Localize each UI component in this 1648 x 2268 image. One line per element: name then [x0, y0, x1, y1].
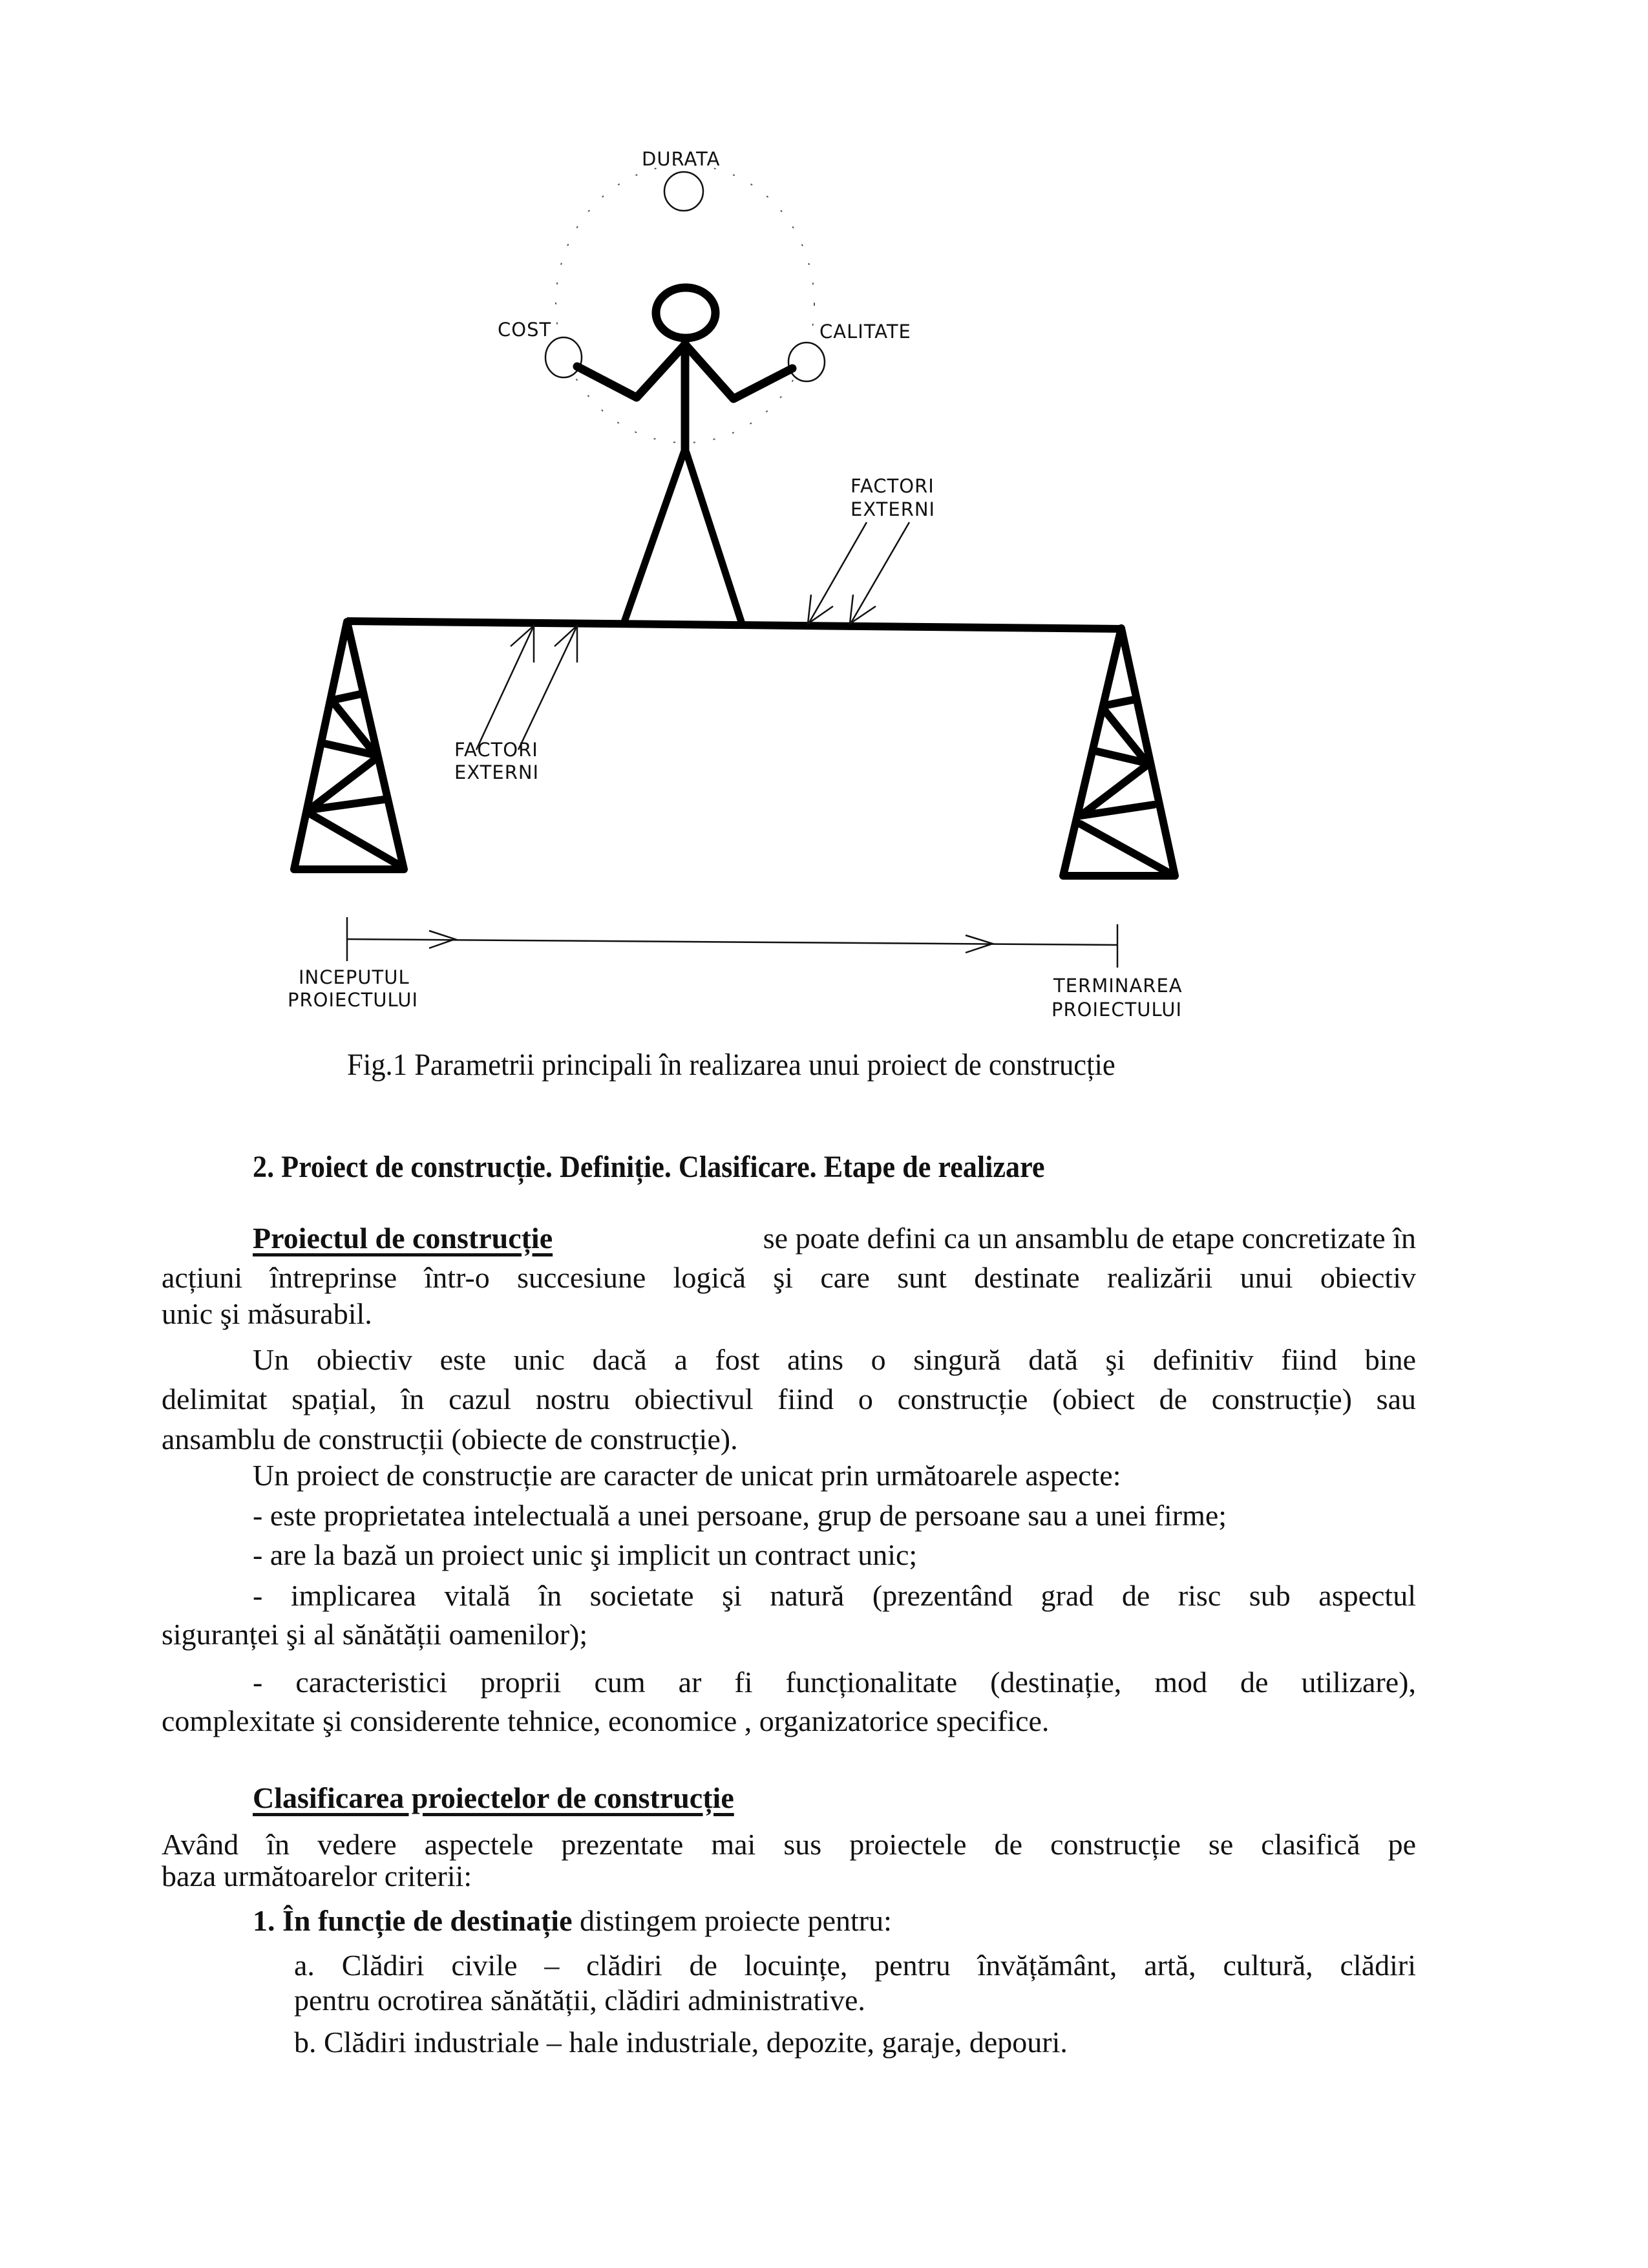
label-start-1: INCEPUTUL — [299, 966, 410, 988]
objective-line-3: ansamblu de construcții (obiecte de construcție). — [162, 1423, 738, 1456]
definition-term: Proiectul de construcție — [253, 1222, 553, 1255]
figure-head — [656, 288, 715, 338]
label-cost: COST — [498, 319, 552, 341]
criterion-1-title: 1. În funcție de destinație — [253, 1904, 573, 1937]
label-start-2: PROIECTULUI — [288, 989, 419, 1011]
cost-ball — [545, 337, 582, 377]
label-factori-top-2: EXTERNI — [850, 498, 936, 520]
unique-intro: Un proiect de construcție are caracter de unicat prin următoarele aspecte: — [253, 1459, 1121, 1492]
definition-line-1-rest: se poate defini ca un ansamblu de etape concretizate în — [763, 1222, 1416, 1255]
criterion-1-item-a-line-1: a. Clădiri civile – clădiri de locuințe, pentru învățământ, artă, cultură, clădiri — [294, 1949, 1416, 1982]
label-end-2: PROIECTULUI — [1051, 999, 1183, 1021]
section-heading: 2. Proiect de construcție. Definiție. Clasificare. Etape de realizare — [253, 1150, 1045, 1184]
criterion-1-item-b: b. Clădiri industriale – hale industriale, depozite, garaje, depouri. — [294, 2026, 1068, 2059]
definition-line-2: acțiuni întreprinse într-o succesiune logică şi care sunt destinate realizării unui obiectiv — [162, 1261, 1416, 1294]
left-tower — [294, 622, 404, 869]
criterion-1-rest: distingem proiecte pentru: — [572, 1904, 892, 1937]
definition-line-3: unic şi măsurabil. — [162, 1297, 372, 1330]
figure-right-arm — [686, 346, 792, 399]
classification-intro-line-1: Având în vedere aspectele prezentate mai sus proiectele de construcție se clasifică pe — [162, 1828, 1416, 1861]
durata-ball — [664, 172, 703, 211]
criterion-1 — [253, 1906, 892, 1936]
unique-bullet-1: - este proprietatea intelectuală a unei persoane, grup de persoane sau a unei firme; — [253, 1499, 1227, 1532]
project-parameters-diagram — [0, 0, 1648, 1112]
right-tower — [1063, 628, 1175, 876]
label-calitate: CALITATE — [819, 321, 911, 343]
stick-figure — [577, 288, 792, 624]
unique-bullet-3-line-2: siguranței şi al sănătății oamenilor); — [162, 1618, 588, 1651]
unique-bullet-3-line-1: - implicarea vitală în societate şi natură (prezentând grad de risc sub aspectul — [253, 1579, 1416, 1612]
criterion-1-item-a-line-2: pentru ocrotirea sănătății, clădiri administrative. — [294, 1984, 865, 2017]
label-end-1: TERMINAREA — [1053, 975, 1183, 997]
figure-left-leg — [624, 452, 684, 622]
label-durata: DURATA — [642, 148, 721, 170]
bridge-beam — [347, 617, 1123, 633]
objective-line-2: delimitat spațial, în cazul nostru obiectivul fiind o construcție (obiect de construcție) sau — [162, 1383, 1416, 1415]
figure-right-leg — [686, 452, 742, 624]
external-factors-arrows-bottom — [476, 626, 577, 750]
definition-line-1 — [253, 1224, 1416, 1253]
figure-caption: Fig.1 Parametrii principali în realizarea unui proiect de construcție — [347, 1048, 1115, 1082]
calitate-ball — [788, 343, 825, 381]
timeline-line — [347, 939, 1117, 945]
objective-line-1: Un obiectiv este unic dacă a fost atins o singură dată şi definitiv fiind bine — [253, 1343, 1416, 1376]
figure-left-arm — [577, 346, 684, 397]
classification-intro-line-2: baza următoarelor criterii: — [162, 1860, 472, 1892]
label-factori-bottom-2: EXTERNI — [454, 761, 540, 783]
project-timeline — [347, 917, 1117, 968]
classification-heading: Clasificarea proiectelor de construcție — [253, 1781, 734, 1814]
unique-bullet-2: - are la bază un proiect unic şi implicit un contract unic; — [253, 1538, 918, 1571]
unique-bullet-4-line-2: complexitate şi considerente tehnice, economice , organizatorice specifice. — [162, 1704, 1050, 1737]
unique-bullet-4-line-1: - caracteristici proprii cum ar fi funcționalitate (destinație, mod de utilizare), — [253, 1666, 1416, 1699]
label-factori-bottom-1: FACTORI — [454, 739, 538, 761]
label-factori-top-1: FACTORI — [850, 475, 935, 497]
external-factors-arrows-top — [808, 522, 909, 624]
